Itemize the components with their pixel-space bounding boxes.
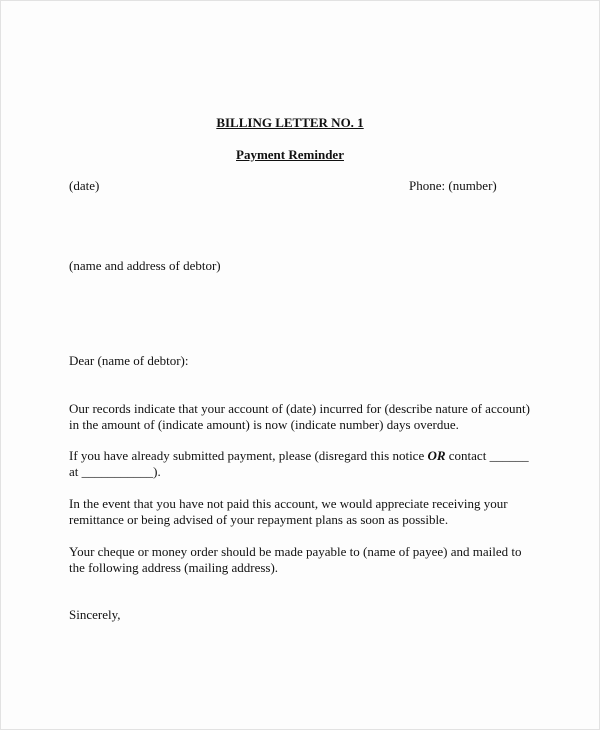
paragraph-overdue-notice	[69, 401, 549, 433]
paragraph-payment-instructions	[69, 544, 549, 576]
date-placeholder: (date)	[69, 178, 100, 193]
paragraph-line: Your cheque or money order should be made payable to (name of payee) and mailed to	[69, 544, 522, 559]
paragraph-line: the following address (mailing address).	[69, 560, 279, 575]
closing-sincerely: Sincerely,	[69, 607, 121, 622]
phone-field: Phone: (number)	[409, 178, 497, 193]
paragraph-payment-submitted	[69, 448, 549, 480]
paragraph-text: contact ______	[445, 448, 529, 463]
paragraph-line: In the event that you have not paid this account, we would appreciate receiving your	[69, 496, 508, 511]
debtor-address-block: (name and address of debtor)	[69, 258, 221, 273]
paragraph-line: at ___________).	[69, 464, 161, 479]
letter-title: BILLING LETTER NO. 1	[216, 115, 364, 130]
paragraph-line: in the amount of (indicate amount) is now (indicate number) days overdue.	[69, 417, 459, 432]
paragraph-remittance-request	[69, 496, 549, 528]
paragraph-line: remittance or being advised of your repayment plans as soon as possible.	[69, 512, 449, 527]
paragraph-text: If you have already submitted payment, please (disregard this notice	[69, 448, 428, 463]
letter-subtitle: Payment Reminder	[236, 147, 344, 162]
paragraph-line: Our records indicate that your account of (date) incurred for (describe nature of account)	[69, 401, 530, 416]
emphasis-or: OR	[427, 448, 446, 463]
paragraph-line	[69, 448, 549, 464]
salutation: Dear (name of debtor):	[69, 353, 189, 368]
